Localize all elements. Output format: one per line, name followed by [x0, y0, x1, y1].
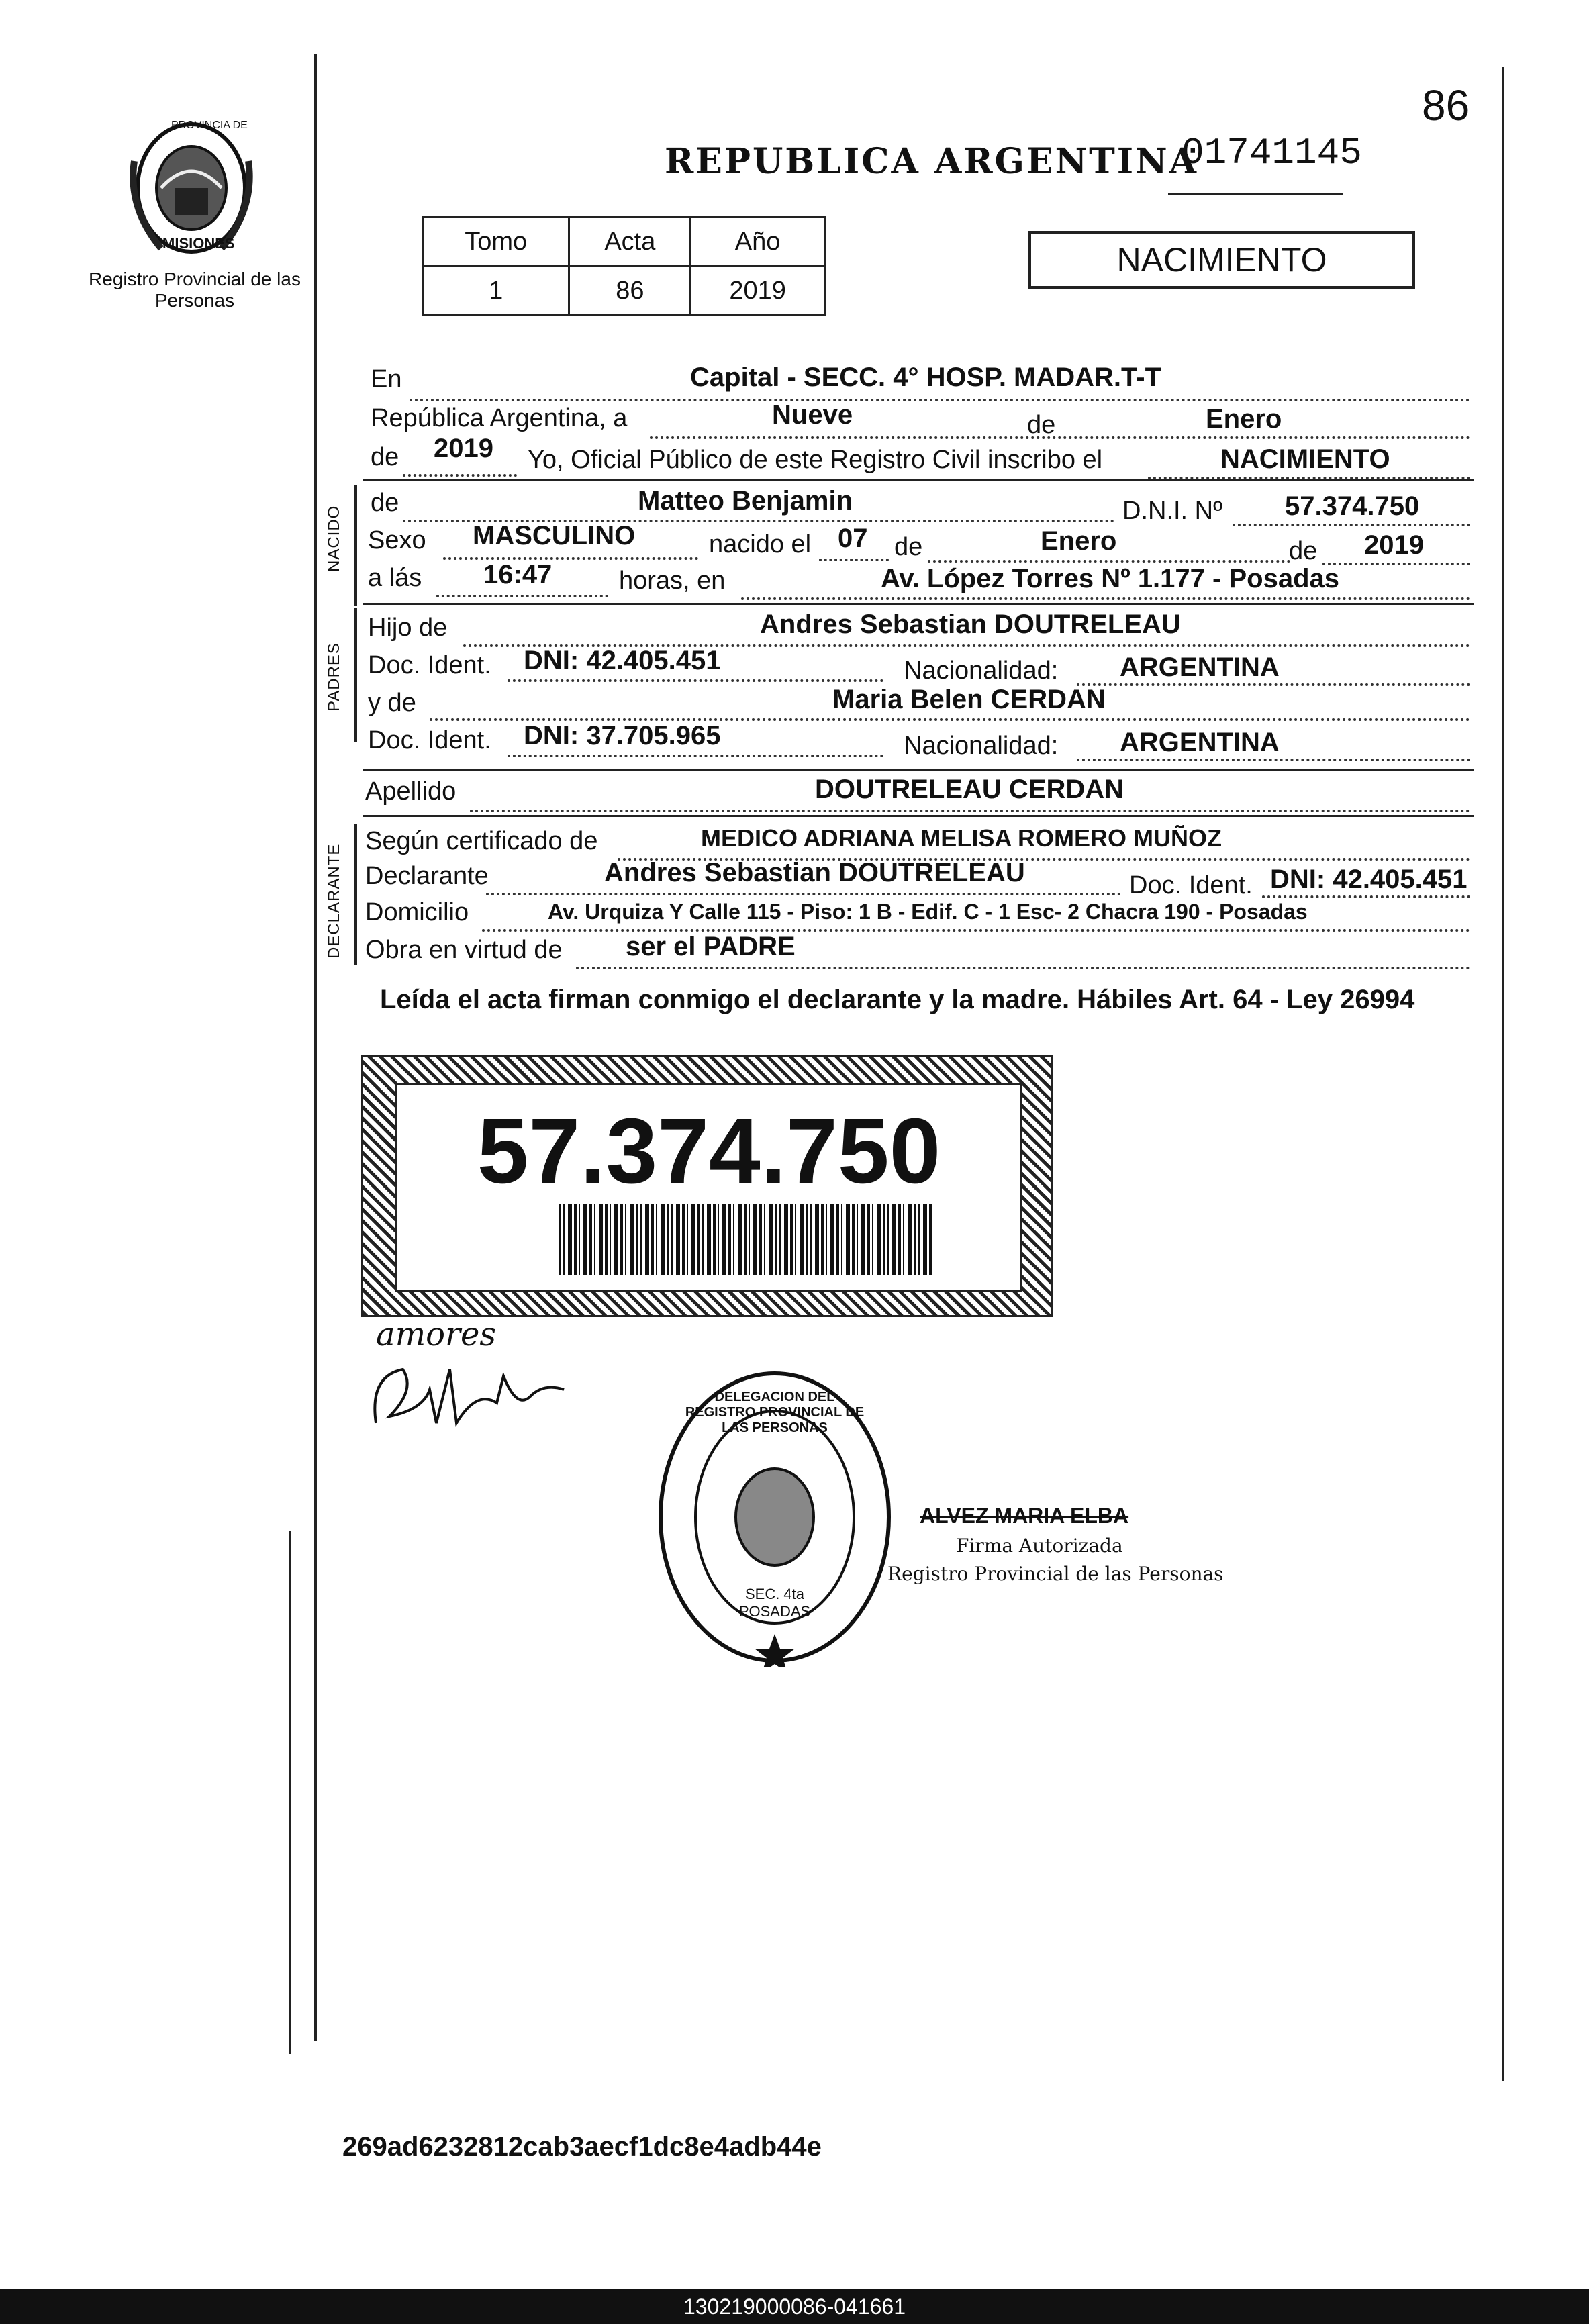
tomo-header: Tomo	[423, 217, 569, 267]
father-name: Andres Sebastian DOUTRELEAU	[760, 610, 1181, 639]
hour-dots	[436, 595, 608, 597]
declarante-dots	[486, 893, 1121, 895]
stamp-outer-text: DELEGACION DEL REGISTRO PROVINCIAL DE LAS PERSONAS	[685, 1390, 865, 1435]
nacido-label: nacido el	[709, 530, 812, 559]
inscribe-value: NACIMIENTO	[1220, 444, 1390, 474]
apellido-value: DOUTRELEAU CERDAN	[815, 775, 1124, 804]
registry-name: Registro Provincial de las Personas	[89, 269, 301, 311]
tomo-value: 1	[423, 267, 569, 316]
declarante-doc-dots	[1262, 895, 1470, 898]
yo-label: Yo, Oficial Público de este Registro Civil inscribo el	[528, 446, 1103, 474]
declarante-section-bar	[354, 824, 357, 965]
ano-value: 2019	[691, 267, 825, 316]
mother-nat-dots	[1077, 759, 1470, 761]
mother-doc: DNI: 37.705.965	[524, 721, 721, 751]
father-nat: ARGENTINA	[1120, 652, 1280, 682]
birth-year-dots	[1322, 563, 1470, 565]
declarante-docident-label: Doc. Ident.	[1129, 871, 1253, 900]
right-margin-line	[1502, 67, 1504, 2081]
stamp-inner-text: SEC. 4ta POSADAS	[738, 1586, 811, 1620]
birth-month-dots	[928, 560, 1290, 563]
signer-name: ALVEZ MARIA ELBA	[920, 1504, 1129, 1528]
acta-header: Acta	[569, 217, 691, 267]
birth-day-dots	[819, 559, 889, 561]
document-hash: 269ad6232812cab3aecf1dc8e4adb44e	[342, 2132, 822, 2162]
en-dots	[410, 399, 1470, 401]
father-docident-label: Doc. Ident.	[368, 651, 491, 679]
obra-label: Obra en virtud de	[365, 936, 563, 964]
nacido-section-bar	[354, 485, 357, 606]
hour-value: 16:47	[483, 560, 552, 589]
dni-sticker-number: 57.374.750	[477, 1100, 941, 1203]
padres-section-bar	[354, 608, 357, 742]
signature-note: amores	[376, 1316, 497, 1353]
obra-value: ser el PADRE	[626, 932, 796, 961]
yde-label: y de	[368, 689, 416, 717]
doc-type: NACIMIENTO	[1116, 241, 1327, 279]
dni-barcode	[559, 1204, 934, 1275]
month-value: Enero	[1206, 404, 1282, 434]
logo-top-text: PROVINCIA DE	[171, 119, 248, 131]
mother-name: Maria Belen CERDAN	[832, 685, 1106, 714]
divider-2	[363, 603, 1474, 605]
mother-doc-dots	[508, 755, 883, 757]
father-doc-dots	[508, 679, 883, 682]
divider-1	[363, 479, 1474, 481]
de-label-1: de	[1027, 411, 1056, 439]
birth-month: Enero	[1041, 526, 1117, 556]
section-label-nacido: NACIDO	[325, 505, 343, 572]
left-margin-line	[314, 54, 317, 2041]
page-number: 86	[1422, 81, 1470, 130]
obra-dots	[576, 967, 1470, 969]
acta-value: 86	[569, 267, 691, 316]
section-label-declarante: DECLARANTE	[325, 843, 343, 959]
closing-text: Leída el acta firman conmigo el declarante y la madre. Hábiles Art. 64 - Ley 26994	[380, 985, 1415, 1014]
footer-code: 130219000086-041661	[683, 2294, 906, 2319]
section-label-padres: PADRES	[325, 642, 343, 712]
divider-3	[363, 769, 1474, 771]
serial-number: 01741145	[1182, 132, 1362, 175]
left-margin-line-lower	[289, 1531, 291, 2054]
apellido-dots	[470, 810, 1470, 812]
year-value: 2019	[434, 434, 493, 463]
official-stamp	[654, 1367, 896, 1667]
alas-label: a lás	[368, 564, 422, 592]
dni-sticker-inner	[395, 1083, 1022, 1292]
father-doc: DNI: 42.405.451	[524, 646, 721, 675]
de-label-5: de	[1289, 537, 1318, 565]
ano-header: Año	[691, 217, 825, 267]
apellido-label: Apellido	[365, 777, 456, 806]
birth-year: 2019	[1364, 530, 1424, 560]
doc-type-box	[1028, 231, 1415, 289]
father-nat-dots	[1077, 683, 1470, 686]
sexo-value: MASCULINO	[473, 521, 636, 550]
footer-bar	[0, 2289, 1589, 2324]
father-nat-label: Nacionalidad:	[904, 657, 1059, 685]
declarante-doc: DNI: 42.405.451	[1270, 865, 1467, 894]
declarante-value: Andres Sebastian DOUTRELEAU	[604, 858, 1025, 887]
divider-4	[363, 815, 1474, 817]
mother-docident-label: Doc. Ident.	[368, 726, 491, 755]
domicilio-label: Domicilio	[365, 898, 469, 926]
signer-org: Registro Provincial de las Personas	[887, 1563, 1224, 1585]
horas-label: horas, en	[619, 567, 726, 595]
de-label-2: de	[371, 443, 399, 471]
segun-value: MEDICO ADRIANA MELISA ROMERO MUÑOZ	[701, 824, 1222, 852]
birth-day: 07	[838, 524, 868, 553]
year-dots	[403, 474, 517, 477]
province-logo	[121, 114, 262, 262]
name-value: Matteo Benjamin	[638, 486, 853, 516]
segun-label: Según certificado de	[365, 827, 598, 855]
signer-role: Firma Autorizada	[956, 1535, 1123, 1557]
hijo-label: Hijo de	[368, 614, 448, 642]
de-label-4: de	[894, 533, 923, 561]
mother-nat: ARGENTINA	[1120, 728, 1280, 757]
republica-dots	[650, 436, 1470, 439]
place-dots	[741, 597, 1470, 600]
dni-value: 57.374.750	[1285, 491, 1420, 521]
logo-bottom-text: MISIONES	[162, 235, 235, 252]
dni-dots	[1233, 524, 1470, 526]
day-value: Nueve	[772, 400, 853, 430]
place-value: Av. López Torres Nº 1.177 - Posadas	[881, 564, 1339, 593]
record-table	[422, 216, 826, 316]
sexo-dots	[443, 557, 698, 560]
sexo-label: Sexo	[368, 526, 426, 554]
en-label: En	[371, 365, 402, 393]
declarante-label: Declarante	[365, 862, 489, 890]
dni-sticker	[361, 1055, 1053, 1317]
republica-label: República Argentina, a	[371, 404, 628, 432]
handwritten-signature	[363, 1349, 577, 1437]
serial-underline	[1168, 193, 1343, 195]
domicilio-value: Av. Urquiza Y Calle 115 - Piso: 1 B - Edif. C - 1 Esc- 2 Chacra 190 - Posadas	[548, 900, 1308, 924]
dni-label: D.N.I. Nº	[1122, 497, 1222, 525]
de-label-3: de	[371, 489, 399, 517]
mother-nat-label: Nacionalidad:	[904, 732, 1059, 760]
document-title: REPUBLICA ARGENTINA	[665, 141, 1199, 182]
en-value: Capital - SECC. 4° HOSP. MADAR.T-T	[690, 362, 1162, 392]
